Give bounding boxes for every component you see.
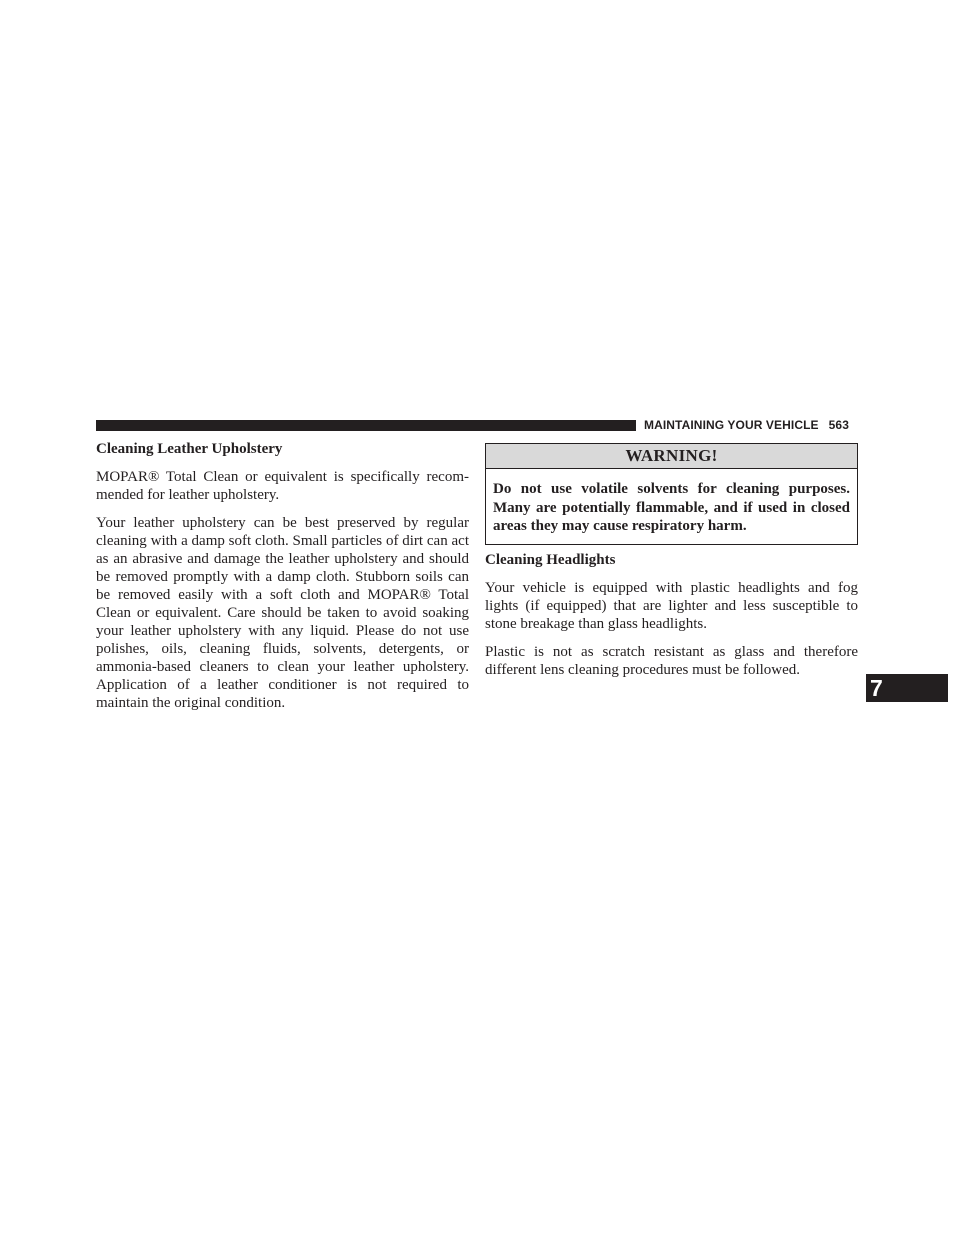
section-title: MAINTAINING YOUR VEHICLE (644, 418, 819, 432)
paragraph-plastic-headlights: Your vehicle is equipped with plastic headlights and fog lights (if equipped) that are lighter and less susceptible to stone breakage than glass headlights. (485, 579, 858, 632)
paragraph-leather-recommendation: MOPAR® Total Clean or equivalent is specifically recommended for leather upholstery. (96, 469, 469, 503)
left-column (96, 438, 469, 712)
paragraph-leather-care: Your leather upholstery can be best preserved by regular cleaning with a damp soft cloth. Small particles of dirt can act as an abrasive and damage the leather upholstery and should be removed promptly with a damp cloth. Stubborn soils can be removed easily with a soft cloth and MOPAR® Total Clean or equivalent. Care should be taken to avoid soaking your leather upholstery with any liquid. Please do not use polishes, oils, cleaning fluids, solvents, detergents, or ammonia-based cleaners to clean your leather upholstery. Application of a leather conditioner is not required to maintain the original condition. (96, 515, 469, 711)
page-number: 563 (828, 418, 849, 432)
warning-text: Do not use volatile solvents for cleaning purposes. Many are potentially flammable, and if used in closed areas they may cause respiratory harm. (493, 481, 850, 534)
chapter-tab (866, 674, 948, 702)
heading-cleaning-headlights: Cleaning Headlights (485, 551, 616, 568)
right-column (485, 438, 858, 679)
paragraph-lens-cleaning: Plastic is not as scratch resistant as glass and therefore different lens cleaning procedures must be followed. (485, 643, 858, 678)
warning-title: WARNING! (486, 444, 857, 469)
warning-box (485, 443, 858, 545)
heading-cleaning-leather-upholstery: Cleaning Leather Upholstery (96, 441, 283, 457)
running-header (644, 417, 849, 433)
header-rule (96, 420, 636, 431)
chapter-number: 7 (870, 675, 883, 701)
